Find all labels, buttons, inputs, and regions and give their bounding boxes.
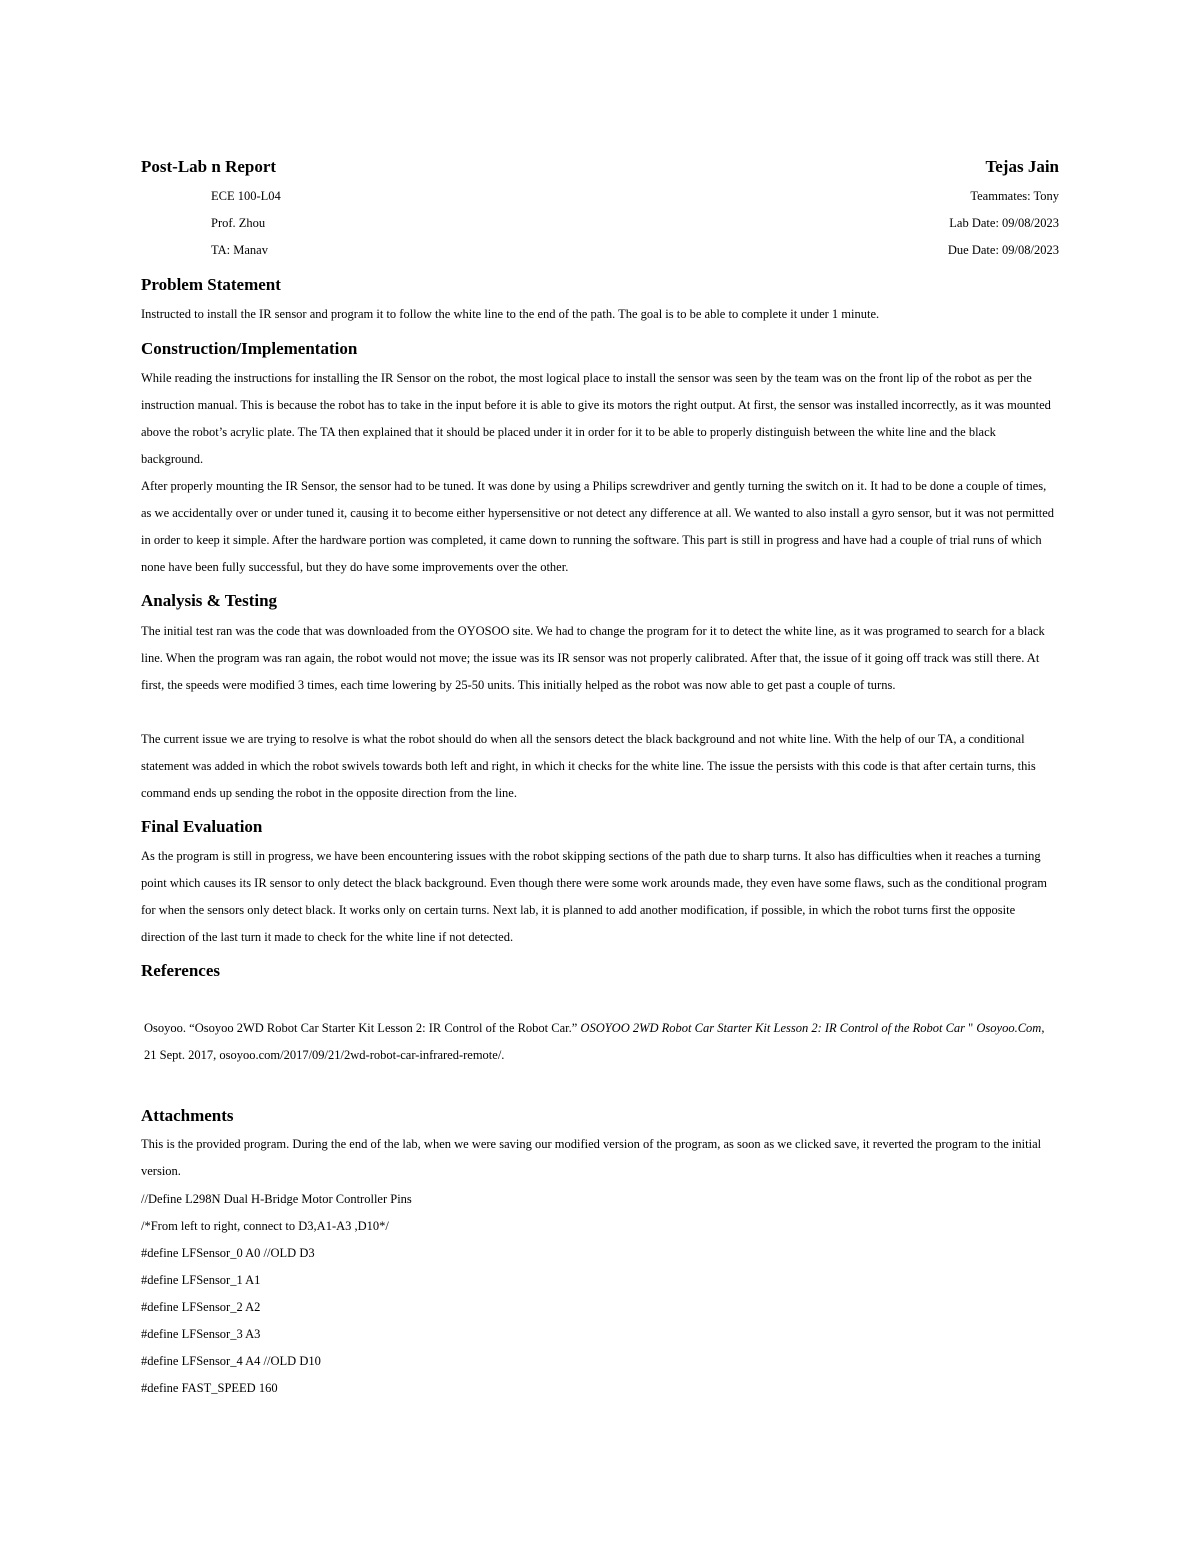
code-line: //Define L298N Dual H-Bridge Motor Controller Pins xyxy=(141,1192,412,1206)
final-evaluation-heading: Final Evaluation xyxy=(141,817,263,836)
attachments-heading: Attachments xyxy=(141,1106,234,1125)
code-line: #define FAST_SPEED 160 xyxy=(141,1381,278,1395)
problem-statement-heading: Problem Statement xyxy=(141,275,281,294)
teammates: Teammates: Tony xyxy=(970,189,1059,203)
construction-paragraph-1: While reading the instructions for installing the IR Sensor on the robot, the most logical place to install the sensor was seen by the team was on the front lip of the robot as per the instruction manual. This is because the robot has to take in the input before it is able to give its motors the right output. At first, the sensor was installed incorrectly, as it was mounted above the robot’s acrylic plate. The TA then explained that it should be placed under it in order for it to be able to properly distinguish between the white line and the black background. xyxy=(141,371,1051,466)
reference-title-italic: OSOYOO 2WD Robot Car Starter Kit Lesson 2: IR Control of the Robot Car xyxy=(580,1021,966,1035)
code-line: /*From left to right, connect to D3,A1-A3 ,D10*/ xyxy=(141,1219,389,1233)
reference-suffix: , 21 Sept. 2017, osoyoo.com/2017/09/21/2wd-robot-car-infrared-remote/. xyxy=(144,1021,1045,1062)
references-heading: References xyxy=(141,961,220,980)
title-row xyxy=(141,157,1059,179)
course-code: ECE 100-L04 xyxy=(211,189,281,203)
code-line: #define LFSensor_2 A2 xyxy=(141,1300,261,1314)
code-line: #define LFSensor_4 A4 //OLD D10 xyxy=(141,1354,321,1368)
reference-entry xyxy=(144,1015,1059,1069)
reference-prefix: Osoyoo. “Osoyoo 2WD Robot Car Starter Kit Lesson 2: IR Control of the Robot Car.” xyxy=(144,1021,581,1035)
code-line: #define LFSensor_3 A3 xyxy=(141,1327,261,1341)
analysis-paragraph-1: The initial test ran was the code that was downloaded from the OYOSOO site. We had to change the program for it to detect the white line, as it was programed to search for a black line. When the program was ran again, the robot would not move; the issue was its IR sensor was not properly calibrated. After that, the issue of it going off track was still there. At first, the speeds were modified 3 times, each time lowering by 25-50 units. This initially helped as the robot was now able to get past a couple of turns. xyxy=(141,624,1045,692)
teaching-assistant: TA: Manav xyxy=(211,243,268,257)
construction-paragraph-2: After properly mounting the IR Sensor, the sensor had to be tuned. It was done by using a Philips screwdriver and gently turning the switch on it. It had to be done a couple of times, as we accidentally over or under tuned it, causing it to become either hypersensitive or not detect any difference at all. We wanted to also install a gyro sensor, but it was not permitted in order to keep it simple. After the hardware portion was completed, it came down to running the software. This part is still in progress and have had a couple of trial runs of which none have been fully successful, but they do have some improvements over the other. xyxy=(141,479,1055,574)
code-line: #define LFSensor_1 A1 xyxy=(141,1273,261,1287)
attachments-text: This is the provided program. During the end of the lab, when we were saving our modified version of the program, as soon as we clicked save, it reverted the program to the initial version. xyxy=(141,1137,1042,1178)
document-title: Post-Lab n Report xyxy=(141,157,277,176)
author-name: Tejas Jain xyxy=(985,157,1059,176)
lab-date: Lab Date: 09/08/2023 xyxy=(949,216,1059,230)
reference-quote: " xyxy=(965,1021,977,1035)
final-evaluation-text: As the program is still in progress, we have been encountering issues with the robot skipping sections of the path due to sharp turns. It also has difficulties when it reaches a turning point which causes its IR sensor to only detect the black background. Even though there were some work arounds made, they even have some flaws, such as the conditional program for when the sensors only detect black. It works only on certain turns. Next lab, it is planned to add another modification, if possible, in which the robot turns first the opposite direction of the last turn it made to check for the white line if not detected. xyxy=(141,849,1047,944)
code-line: #define LFSensor_0 A0 //OLD D3 xyxy=(141,1246,315,1260)
due-date: Due Date: 09/08/2023 xyxy=(947,243,1059,257)
reference-site-italic: Osoyoo.Com xyxy=(976,1021,1042,1035)
analysis-heading: Analysis & Testing xyxy=(141,591,278,610)
analysis-paragraph-2: The current issue we are trying to resolve is what the robot should do when all the sensors detect the black background and not white line. With the help of our TA, a conditional statement was added in which the robot swivels towards both left and right, in which it checks for the white line. The issue the persists with this code is that after certain turns, this command ends up sending the robot in the opposite direction from the line. xyxy=(141,732,1036,800)
problem-statement-text: Instructed to install the IR sensor and program it to follow the white line to the end of the path. The goal is to be able to complete it under 1 minute. xyxy=(141,307,880,321)
construction-heading: Construction/Implementation xyxy=(141,339,358,358)
professor: Prof. Zhou xyxy=(211,216,266,230)
